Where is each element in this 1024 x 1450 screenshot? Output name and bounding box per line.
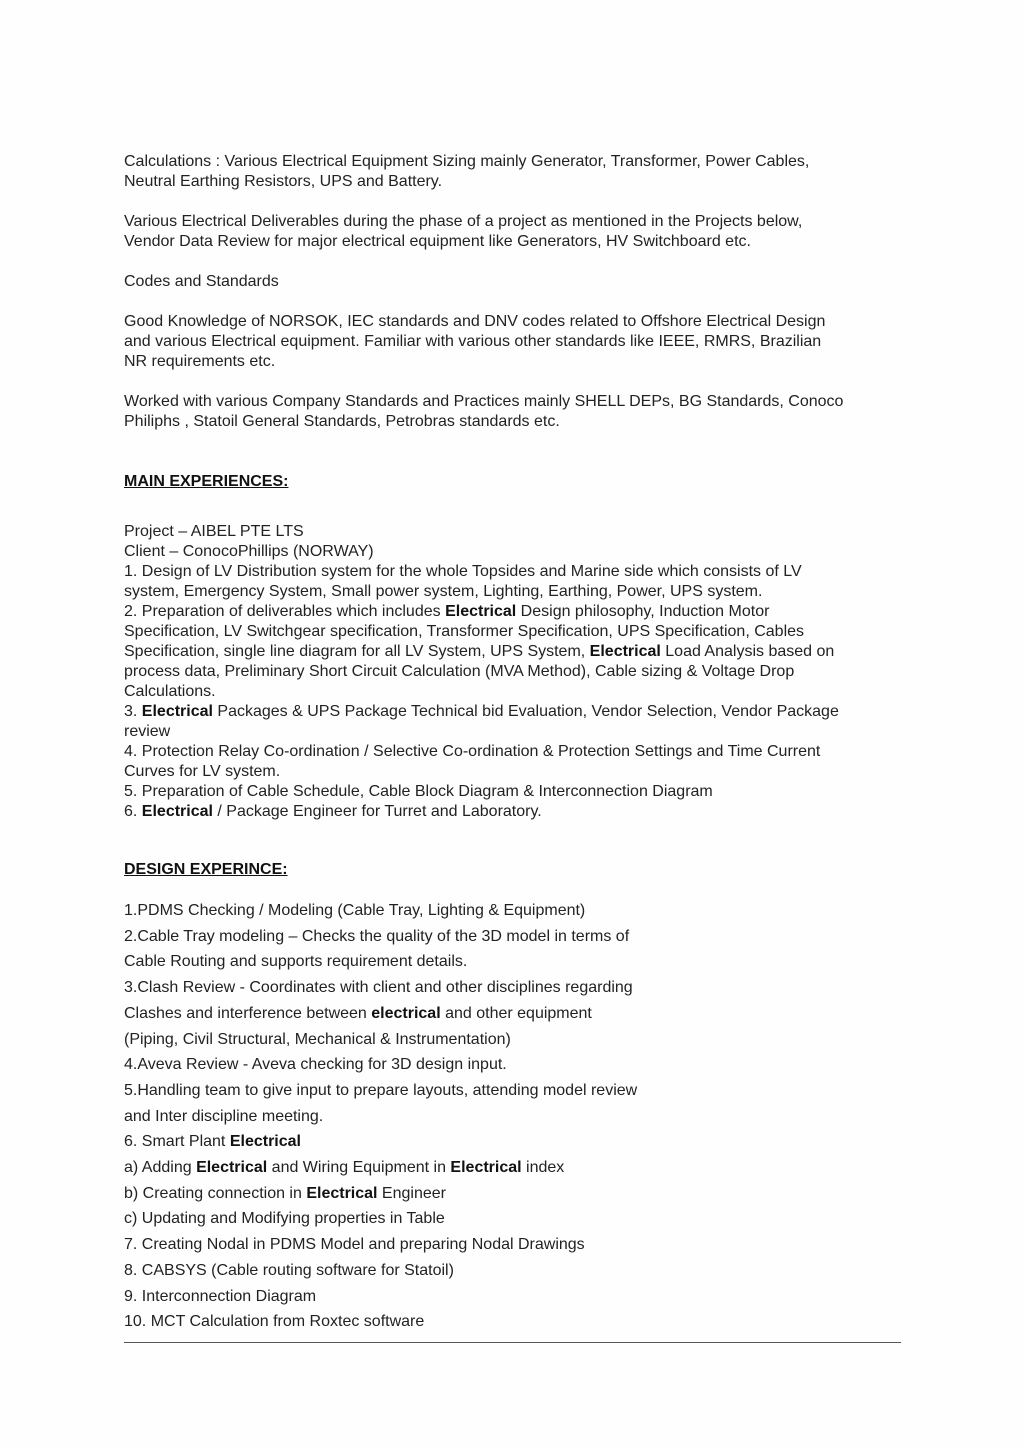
text-segment: b) Creating connection in <box>124 1184 307 1202</box>
text-line: 9. Interconnection Diagram <box>124 1287 317 1305</box>
text-line: Neutral Earthing Resistors, UPS and Battery. <box>124 173 443 190</box>
text-segment: index <box>521 1159 565 1177</box>
text-segment: and other equipment <box>440 1004 592 1022</box>
bold-keyword: Electrical <box>229 1133 301 1151</box>
design-experience-section <box>124 898 904 1335</box>
text-segment: 2. Preparation of deliverables which includes <box>124 603 446 620</box>
text-line: 10. MCT Calculation from Roxtec software <box>124 1313 425 1331</box>
text-line: system, Emergency System, Small power system, Lighting, Earthing, Power, UPS system. <box>124 583 763 600</box>
text-segment: Engineer <box>377 1184 446 1202</box>
text-line: Cable Routing and supports requirement details. <box>124 953 468 971</box>
text-line <box>124 802 904 822</box>
text-segment: a) Adding <box>124 1159 197 1177</box>
text-segment: / Package Engineer for Turret and Laboratory. <box>212 803 542 820</box>
text-segment: 3. <box>124 703 142 720</box>
text-line: Various Electrical Deliverables during the phase of a project as mentioned in the Projects below, <box>124 213 803 230</box>
text-line: 2.Cable Tray modeling – Checks the quality of the 3D model in terms of <box>124 927 630 945</box>
text-line: Specification, LV Switchgear specification, Transformer Specification, UPS Specification, Cables <box>124 623 805 640</box>
text-line <box>124 1181 904 1207</box>
company-standards-paragraph <box>124 392 904 432</box>
text-line: 8. CABSYS (Cable routing software for Statoil) <box>124 1261 454 1279</box>
deliverables-paragraph <box>124 212 904 252</box>
text-line: 3.Clash Review - Coordinates with client and other disciplines regarding <box>124 979 633 997</box>
text-line <box>124 1155 904 1181</box>
text-line: Curves for LV system. <box>124 763 281 780</box>
text-line: process data, Preliminary Short Circuit Calculation (MVA Method), Cable sizing & Voltage Drop <box>124 663 795 680</box>
text-line: 4.Aveva Review - Aveva checking for 3D design input. <box>124 1056 507 1074</box>
bold-keyword: Electrical <box>196 1159 268 1177</box>
text-segment: Design philosophy, Induction Motor <box>516 603 770 620</box>
text-segment: 6. Smart Plant <box>124 1133 230 1151</box>
text-line: 1.PDMS Checking / Modeling (Cable Tray, Lighting & Equipment) <box>124 902 586 919</box>
text-segment: Packages & UPS Package Technical bid Evaluation, Vendor Selection, Vendor Package <box>212 703 839 720</box>
bottom-divider <box>124 1342 901 1343</box>
text-line: Vendor Data Review for major electrical equipment like Generators, HV Switchboard etc. <box>124 233 751 250</box>
main-experiences-heading: MAIN EXPERIENCES: <box>124 473 289 490</box>
text-line: c) Updating and Modifying properties in Table <box>124 1210 445 1228</box>
calculations-paragraph <box>124 152 904 192</box>
bold-keyword: Electrical <box>141 703 213 720</box>
codes-standards-title <box>124 272 904 292</box>
bold-keyword: Electrical <box>450 1159 522 1177</box>
text-line: review <box>124 723 171 740</box>
text-line: 1. Design of LV Distribution system for the whole Topsides and Marine side which consists of LV <box>124 563 802 580</box>
client-line: Client – ConocoPhillips (NORWAY) <box>124 543 374 560</box>
text-line <box>124 1129 904 1155</box>
text-line: and Inter discipline meeting. <box>124 1107 324 1125</box>
text-line: Calculations : Various Electrical Equipment Sizing mainly Generator, Transformer, Power Cables, <box>124 153 810 170</box>
text-line: Calculations. <box>124 683 216 700</box>
project-line: Project – AIBEL PTE LTS <box>124 523 304 540</box>
text-segment: Specification, single line diagram for all LV System, UPS System, <box>124 643 590 660</box>
bold-keyword: Electrical <box>445 603 517 620</box>
text-line <box>124 1001 904 1027</box>
main-experiences-section <box>124 522 904 822</box>
page-content <box>124 152 904 1335</box>
text-line: 4. Protection Relay Co-ordination / Selective Co-ordination & Protection Settings and Time Current <box>124 743 821 760</box>
text-line: 5.Handling team to give input to prepare layouts, attending model review <box>124 1081 638 1099</box>
bold-keyword: Electrical <box>141 803 213 820</box>
bold-keyword: electrical <box>371 1004 441 1022</box>
text-segment: 6. <box>124 803 142 820</box>
text-line: (Piping, Civil Structural, Mechanical & Instrumentation) <box>124 1030 511 1048</box>
text-line: and various Electrical equipment. Familiar with various other standards like IEEE, RMRS, Brazilian <box>124 333 822 350</box>
bold-keyword: Electrical <box>306 1184 378 1202</box>
text-segment: Clashes and interference between <box>124 1004 372 1022</box>
text-line <box>124 702 904 722</box>
text-line: Worked with various Company Standards and Practices mainly SHELL DEPs, BG Standards, Conoco <box>124 393 844 410</box>
knowledge-paragraph <box>124 312 904 372</box>
text-line <box>124 642 904 662</box>
text-line: NR requirements etc. <box>124 353 276 370</box>
text-line: Codes and Standards <box>124 273 279 290</box>
text-segment: and Wiring Equipment in <box>267 1159 451 1177</box>
text-line: Good Knowledge of NORSOK, IEC standards and DNV codes related to Offshore Electrical Design <box>124 313 826 330</box>
text-line <box>124 602 904 622</box>
design-experience-heading: DESIGN EXPERINCE: <box>124 861 288 878</box>
text-line: 5. Preparation of Cable Schedule, Cable Block Diagram & Interconnection Diagram <box>124 783 713 800</box>
text-segment: Load Analysis based on <box>660 643 835 660</box>
text-line: Philiphs , Statoil General Standards, Petrobras standards etc. <box>124 413 560 430</box>
text-line: 7. Creating Nodal in PDMS Model and preparing Nodal Drawings <box>124 1236 585 1254</box>
bold-keyword: Electrical <box>589 643 661 660</box>
